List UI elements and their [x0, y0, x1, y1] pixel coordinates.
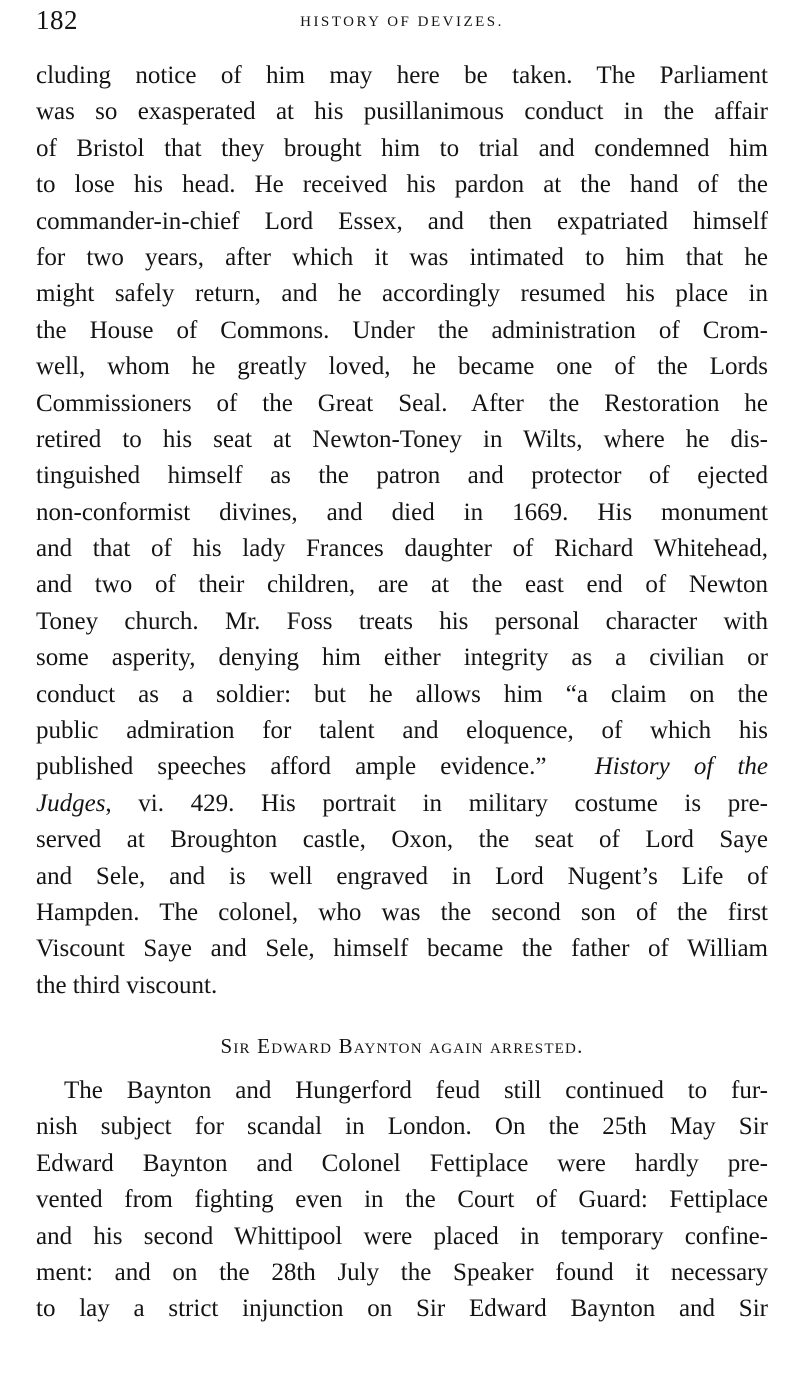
citation-title-italic: Judges [36, 789, 106, 817]
text-line: tinguished himself as the patron and protector of ejected [36, 462, 768, 490]
text-line-with-citation [36, 749, 768, 785]
text-line: and that of his lady Frances daughter of Richard Whitehead, [36, 535, 768, 563]
text-line: and his second Whittipool were placed in temporary confine- [36, 1222, 768, 1250]
text-line: nish subject for scandal in London. On the 25th May Sir [36, 1113, 768, 1141]
paragraph-colonel-fiennes [36, 58, 768, 1004]
text-line: conduct as a soldier: but he allows him “a claim on the [36, 680, 768, 708]
page-header [36, 3, 768, 37]
text-line: some asperity, denying him either integrity as a civilian or [36, 644, 768, 672]
text-line: public admiration for talent and eloquence, of which his [36, 717, 768, 745]
text-line: ment: and on the 28th July the Speaker found it necessary [36, 1258, 768, 1286]
text-line: the third viscount. [36, 971, 218, 999]
text-line: served at Broughton castle, Oxon, the seat of Lord Saye [36, 826, 768, 854]
text-line: was so exasperated at his pusillanimous conduct in the affair [36, 98, 768, 126]
running-title: HISTORY OF DEVIZES. [300, 14, 504, 30]
text-line: The Baynton and Hungerford feud still continued to fur- [64, 1077, 768, 1104]
text-line: and Sele, and is well engraved in Lord Nugent’s Life of [36, 862, 768, 890]
text-line: to lay a strict injunction on Sir Edward Baynton and Sir [36, 1295, 768, 1323]
text-line: commander-in-chief Lord Essex, and then expatriated himself [36, 207, 768, 235]
text-line: and two of their children, are at the east end of Newton [36, 571, 768, 599]
text-run: , vi. 429. His portrait in military costume is pre- [105, 789, 768, 817]
paragraph-baynton-feud [36, 1073, 768, 1328]
text-line-with-citation [36, 786, 768, 822]
text-line: Viscount Saye and Sele, himself became the father of William [36, 935, 768, 963]
page-number: 182 [36, 5, 78, 35]
text-line: Hampden. The colonel, who was the second son of the first [36, 898, 768, 926]
text-run: published speeches afford ample evidence.” [36, 753, 547, 781]
citation-title-italic: History of the [594, 753, 768, 781]
text-line: might safely return, and he accordingly resumed his place in [36, 280, 768, 308]
section-heading: Sir Edward Baynton again arrested. [220, 1034, 584, 1058]
text-line: for two years, after which it was intimated to him that he [36, 243, 768, 271]
text-line: cluding notice of him may here be taken. The Parliament [36, 62, 768, 89]
text-line: Commissioners of the Great Seal. After the Restoration he [36, 389, 768, 417]
text-line: of Bristol that they brought him to trial and condemned him [36, 134, 768, 162]
text-line: the House of Commons. Under the administration of Crom- [36, 316, 768, 344]
text-line: retired to his seat at Newton-Toney in Wilts, where he dis- [36, 425, 768, 453]
text-line: to lose his head. He received his pardon at the hand of the [36, 171, 768, 199]
text-line: well, whom he greatly loved, he became one of the Lords [36, 353, 768, 381]
text-line: Edward Baynton and Colonel Fettiplace were hardly pre- [36, 1149, 768, 1177]
text-line: non-conformist divines, and died in 1669. His monument [36, 498, 768, 526]
text-line: Toney church. Mr. Foss treats his personal character with [36, 607, 768, 635]
text-line: vented from fighting even in the Court of Guard: Fettiplace [36, 1186, 768, 1214]
